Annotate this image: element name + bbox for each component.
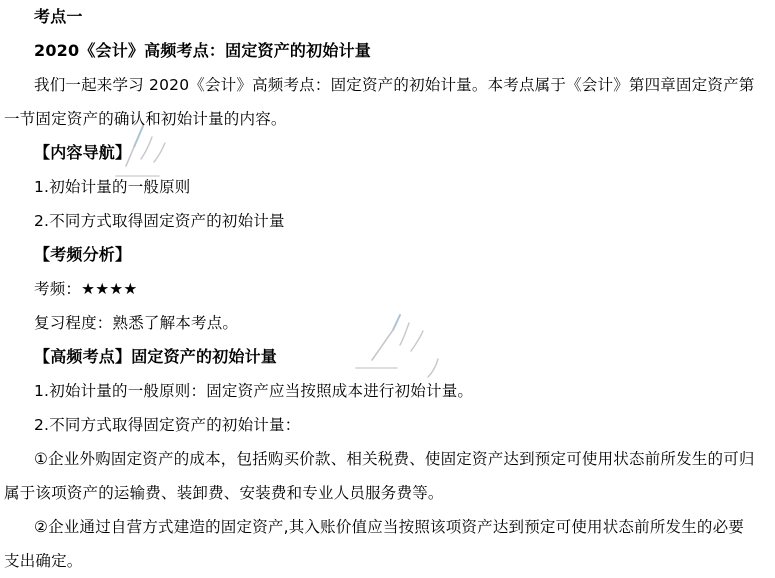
principle-line: 1.初始计量的一般原则：固定资产应当按照成本进行初始计量。 [34, 382, 474, 400]
document-page [4, 0, 773, 578]
frequency-stars-line: 考频：★★★★ [34, 280, 138, 298]
heading-frequency-analysis: 【考频分析】 [34, 245, 132, 264]
heading-high-frequency-topic: 【高频考点】固定资产的初始计量 [34, 347, 278, 366]
paragraph-intro-line-2: 一节固定资产的确认和初始计量的内容。 [4, 110, 287, 128]
heading-content-navigation: 【内容导航】 [34, 143, 132, 162]
nav-list-item-2: 2.不同方式取得固定资产的初始计量 [34, 212, 285, 230]
heading-topic-title: 2020《会计》高频考点：固定资产的初始计量 [34, 41, 371, 60]
paragraph-intro-line-1: 我们一起来学习 2020《会计》高频考点：固定资产的初始计量。本考点属于《会计》第四章固定资产第 [34, 76, 755, 94]
item-selfbuilt-asset-line-2: 支出确定。 [4, 552, 83, 570]
methods-intro-line: 2.不同方式取得固定资产的初始计量： [34, 416, 301, 434]
item-purchased-asset-line-2: 属于该项资产的运输费、装卸费、安装费和专业人员服务费等。 [4, 484, 444, 502]
item-purchased-asset-line-1: ①企业外购固定资产的成本，包括购买价款、相关税费、使固定资产达到预定可使用状态前所发生的可归 [34, 450, 755, 468]
nav-list-item-1: 1.初始计量的一般原则 [34, 178, 191, 196]
review-level-line: 复习程度：熟悉了解本考点。 [34, 314, 239, 332]
item-selfbuilt-asset-line-1: ②企业通过自营方式建造的固定资产,其入账价值应当按照该项资产达到预定可使用状态前所发生的必要 [34, 518, 745, 536]
heading-exam-point-one: 考点一 [34, 7, 83, 26]
